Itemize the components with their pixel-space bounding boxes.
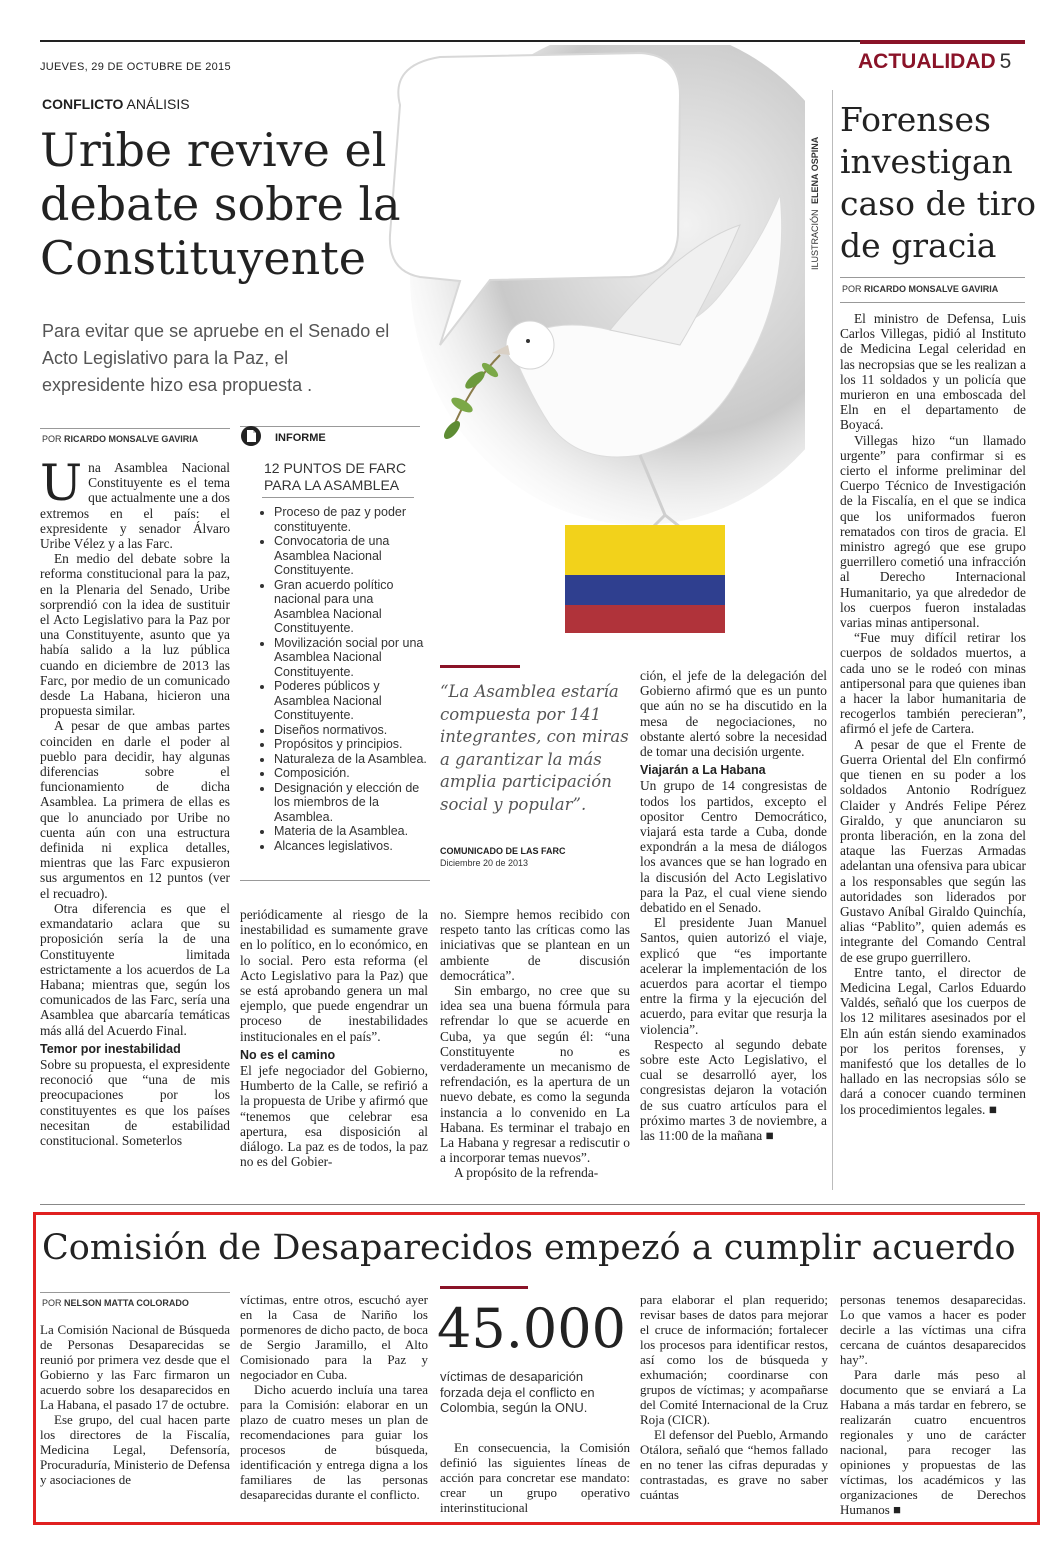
- svg-text:ILUSTRACIÓN ELENA OSPINA: ILUSTRACIÓN ELENA OSPINA: [810, 136, 820, 270]
- infobox-bottom-rule: [240, 880, 430, 881]
- list-item: • Gran acuerdo político nacional para una Asamblea Nacional Constituyente.: [274, 578, 429, 636]
- issue-date: JUEVES, 29 DE OCTUBRE DE 2015: [40, 61, 231, 73]
- bottom-byline: POR NELSON MATTA COLORADO: [42, 1298, 189, 1308]
- bottom-column-5: personas tenemos desaparecidas. Lo que vamos a hacer es poder decirle a las víctimas una cifra cercana de cuántos desaparecidos hay”. Para darle más peso al documento que se enviará a La Habana a más tardar en febrero, se realizarán cuatro encuentros regionales y uno de carácter nacional, para recoger las opiniones y propuestas de las víctimas, los académicos y las organizaciones de Derechos Humanos ■: [840, 1292, 1026, 1517]
- illustration-credit: [808, 100, 822, 270]
- kicker: [42, 96, 190, 112]
- side-article-body: El ministro de Defensa, Luis Carlos Villegas, pidió al Instituto de Medicina Legal celeridad en las necropsias que se les realizan a los 11 soldados y un policía que murieron en una emboscada del Eln en el departamento de Boyacá. Villegas hizo “un llamado urgente” para confirmar si es cierto el informe preliminar del Cuerpo Técnico de Investigación de la Fiscalía, en el que se indica que los uniformados fueron rematados con tiros de gracia. El ministro agregó que ese grupo guerrillero cometió una infracción al Derecho Internacional Humanitario, ya que alrededor de los cuerpos fueron instaladas varias minas antipersonal. “Fue muy difícil retirar los cuerpos de soldados muertos, a cada uno se le rodeó con minas antipersonal para que quienes iban a hacer la labor humanitaria de recogerlos también perecieran”, afirmó el jefe de Cartera. A pesar de que el Frente de Guerra Oriental del Eln confirmó que tienen en su poder a los soldados Antonio Rodríguez Claider y Andrés Felipe Pérez Giraldo, y que anunciaron su pronta liberación, en la zona del ataque las Fuerzas Armadas adelantan una ofensiva para ubicar a los responsables que según las autoridades son liderados por Gustavo Aníbal Giraldo Quinchía, alias “Pablito”, quien además es integrante del Comando Central de ese grupo guerrillero. Entre tanto, el director de Medicina Legal, Carlos Eduardo Valdés, señaló que los cuerpos de los 12 militares asesinados por el Eln aún están siendo examinados por los peritos forenses, y manifestó que los detalles de lo hallado en las necropsias sólo se dará a conocer cuando terminen los procedimientos legales. ■: [840, 311, 1026, 1117]
- side-byline: POR RICARDO MONSALVE GAVIRIA: [842, 284, 999, 294]
- main-headline: Uribe revive el debate sobre la Constituyente: [40, 123, 401, 285]
- quote-date: Diciembre 20 de 2013: [440, 858, 529, 868]
- drop-cap: U: [40, 454, 83, 512]
- quote-source: COMUNICADO DE LAS FARC: [440, 846, 566, 856]
- section-name: ACTUALIDAD: [858, 50, 996, 73]
- side-byline-rule-2: [840, 302, 1025, 303]
- pull-quote: “La Asamblea estaría compuesta por 141 integrantes, con miras a garantizar la más amplia participación social y popular”.: [440, 682, 629, 814]
- bottom-byline-rule: [40, 1292, 230, 1293]
- quote-accent: [440, 665, 520, 668]
- main-column-3: no. Siempre hemos recibido con respeto tanto las críticas como las iniciativas que se plantean en un ambiente de discusión democrática”. Sin embargo, no cree que su idea sea una buena fórmula para refrendar lo que se acuerde en Cuba, ya que según él: “una Constituyente no es verdaderamente un mecanismo de refrendación, es la apertura de un nuevo debate, es como la segunda instancia a lo convenido en La Habana. Es terminar el trabajo en La Habana y regresar a rediscutir o a incorporar temas nuevos”. A propósito de la refrenda-: [440, 907, 630, 1181]
- infobox-title: 12 PUNTOS DE FARC PARA LA ASAMBLEA: [264, 460, 407, 493]
- list-item: • Materia de la Asamblea.: [274, 824, 429, 839]
- list-item: • Propósitos y principios.: [274, 737, 429, 752]
- bottom-column-4: para elaborar el plan requerido; revisar bases de datos para mejorar el cruce de información; fortalecer los procesos para identificar restos, así como los de búsqueda y exhumación; coordinarse con grupos de víctimas; y acompañarse del Comité Internacional de la Cruz Roja (CICR). El defensor del Pueblo, Armando Otálora, señaló que “hemos fallado en no tener las cifras depuradas y contrastadas, es grave no saber cuántas: [640, 1292, 828, 1502]
- main-lede: Para evitar que se apruebe en el Senado el Acto Legislativo para la Paz, el expresidente hizo esa propuesta .: [42, 321, 390, 395]
- section-label: [858, 50, 1011, 74]
- infobox-title-rule: [262, 497, 414, 498]
- big-number: 45.000: [437, 1297, 626, 1360]
- list-item: • Designación y elección de los miembros de la Asamblea.: [274, 781, 429, 825]
- bottom-column-2: víctimas, entre otros, escuchó ayer en la Casa de Nariño los pormenores de dicho pacto, de boca de Sergio Jaramillo, el Alto Comisionado para la Paz y negociador en Cuba. Dicho acuerdo incluía una tarea para la Comisión: elaborar en un plazo de cuatro meses un plan de recomendaciones para guiar los procesos de búsqueda, identificación y entrega digna a los familiares de las personas desaparecidas durante el conflicto.: [240, 1292, 428, 1502]
- bottom-story-rule: [40, 1204, 1025, 1205]
- page-number: 5: [999, 50, 1012, 73]
- kicker-type: ANÁLISIS: [126, 96, 190, 112]
- colombia-flag: [565, 525, 725, 633]
- kicker-topic: CONFLICTO: [42, 96, 124, 112]
- big-number-caption: víctimas de desaparición forzada deja el conflicto en Colombia, según la ONU.: [440, 1369, 595, 1415]
- main-column-2: periódicamente al riesgo de la inestabilidad es sumamente grave en lo político, en lo económico, en lo social. Pero esta reforma (el Acto Legislativo para la Paz) que se está aprobando genera un mal ejemplo, que puede engendrar un proceso de inestabilidades institucionales en el país”. No es el camino El jefe negociador del Gobierno, Humberto de la Calle, se refirió a la propuesta de Uribe y afirmó que “tenemos que celebrar esa apertura, esa disposición al diálogo. La paz es de todos, la paz no es del Gobier-: [240, 907, 428, 1170]
- main-column-1: Una Asamblea Nacional Constituyente es el tema que actualmente une a dos extremos en el país: el expresidente y senador Álvaro Uribe Vélez y a las Farc. En medio del debate sobre la reforma constitucional para la paz, en la Plenaria del Senado, Uribe sorprendió con la idea de sustituir el Acto Legislativo para la Paz por una Constituyente, asunto que ya había salido a la luz pública cuando en diciembre de 2013 las Farc, por medio de un comunicado desde La Habana, hicieron una propuesta similar. A pesar de que ambas partes coinciden en darle el poder al pueblo para decidir, hay algunas diferencias sobre el funcionamiento de dicha Asamblea. La primera de ellas es que lo anunciado por Uribe no cuenta aún con una estructura definida ni explica detalles, mientras que las Farc expusieron sus argumentos en 12 puntos (ver el recuadro). Otra diferencia es que el exmandatario aclara que su proposición sería la de una Constituyente limitada estrictamente a los acuerdos de La Habana; mientras que, según los comunicados de las Farc, sería una Asamblea que abarcaría temáticas más allá del Acuerdo Final. Temor por inestabilidad Sobre su propuesta, el expresidente reconoció que “una de mis preocupaciones por los constituyentes es que los países necesitan de estabilidad constitucional. Someterlos: [40, 454, 230, 1148]
- bottom-headline: Comisión de Desaparecidos empezó a cumplir acuerdo: [42, 1228, 1016, 1268]
- big-number-accent: [440, 1286, 528, 1289]
- list-item: • Diseños normativos.: [274, 723, 429, 738]
- list-item: • Movilización social por una Asamblea Nacional Constituyente.: [274, 636, 429, 680]
- infobox-rule: [240, 426, 420, 427]
- bottom-column-1: La Comisión Nacional de Búsqueda de Personas Desaparecidas se reunió por primera vez desde que el Gobierno y las Farc firmaron un acuerdo sobre los desaparecidos en La Habana, el pasado 17 de octubre. Ese grupo, del cual hacen parte los directores de la Fiscalía, Medicina Legal, Defensoría, Procuraduría, Ministerio de Defensa y asociaciones de: [40, 1322, 230, 1487]
- list-item: • Alcances legislativos.: [274, 839, 429, 854]
- document-icon: [240, 424, 262, 448]
- infobox-list: [262, 505, 429, 853]
- subhead-temor: Temor por inestabilidad: [40, 1041, 181, 1056]
- side-headline: Forenses investigan caso de tiro de gracia: [840, 100, 1037, 265]
- byline-rule: [40, 428, 230, 429]
- subhead-habana: Viajarán a La Habana: [640, 763, 766, 778]
- list-item: • Proceso de paz y poder constituyente.: [274, 505, 429, 534]
- main-byline: POR RICARDO MONSALVE GAVIRIA: [42, 434, 199, 444]
- dove-illustration: [380, 45, 805, 665]
- list-item: • Convocatoria de una Asamblea Nacional Constituyente.: [274, 534, 429, 578]
- list-item: • Poderes públicos y Asamblea Nacional Constituyente.: [274, 679, 429, 723]
- section-accent-bar: [860, 40, 1025, 44]
- infobox-label: INFORME: [275, 432, 326, 444]
- side-divider: [832, 90, 833, 1190]
- main-column-4: ción, el jefe de la delegación del Gobierno afirmó que es un punto que aún no se ha discutido en la mesa de negociaciones, no obstante alertó sobre la necesidad de tomar una decisión urgente. Viajarán a La Habana Un grupo de 14 congresistas de todos los partidos, excepto el opositor Centro Democrático, viajará esta tarde a Cuba, donde expondrán a la mesa de diálogos los avances que se han logrado en la discusión del Acto Legislativo para la Paz, el cual viene siendo debatido en el Senado. El presidente Juan Manuel Santos, quien autorizó el viaje, explicó que “es importante acelerar la implementación de los acuerdos para acortar el tiempo entre la firma y la ejecución del acuerdo, para evitar que resurja la violencia”. Respecto al segundo debate sobre este Acto Legislativo, el cual se desarrolló ayer, los congresistas dejaron la votación de sus cuatro artículos para el próximo martes 3 de noviembre, a las 11:00 de la mañana ■: [640, 668, 827, 1144]
- list-item: • Naturaleza de la Asamblea.: [274, 752, 429, 767]
- list-item: • Composición.: [274, 766, 429, 781]
- subhead-camino: No es el camino: [240, 1047, 336, 1062]
- bottom-column-3: En consecuencia, la Comisión definió las siguientes líneas de acción para concretar ese mandato: crear un grupo operativo interinstitucional: [440, 1440, 630, 1515]
- side-byline-rule: [840, 277, 1025, 278]
